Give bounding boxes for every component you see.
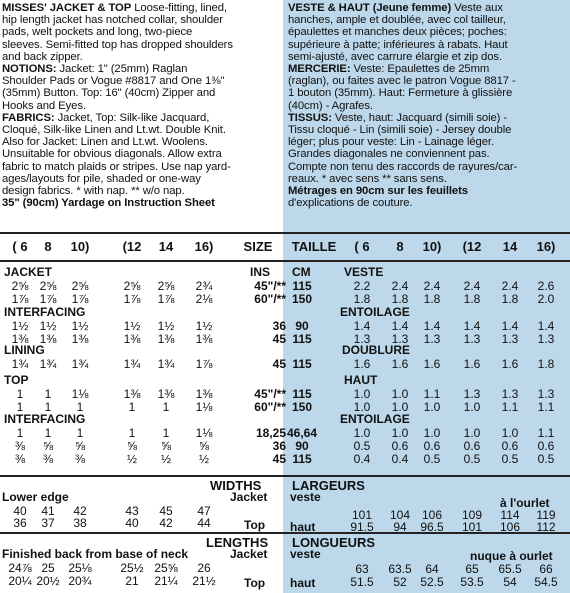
yardage-value: 1⅜ bbox=[39, 332, 57, 346]
width-value: 104 bbox=[389, 508, 411, 522]
yardage-value: 1¾ bbox=[39, 357, 57, 371]
length-value: 66 bbox=[539, 562, 553, 576]
metrage-value: 0.6 bbox=[463, 439, 481, 453]
metrage-value: 1.6 bbox=[391, 357, 409, 371]
metrage-value: 1.0 bbox=[353, 400, 371, 414]
longueurs-title: LONGUEURS bbox=[292, 535, 376, 550]
desc-line: Tissu cloqué - Lin (simili soie) - Jersey double bbox=[288, 124, 512, 137]
yardage-value: 1⅛ bbox=[71, 387, 89, 401]
metrage-value: 1.1 bbox=[537, 400, 555, 414]
metrage-value: 1.1 bbox=[423, 387, 441, 401]
yardage-value: 1¾ bbox=[71, 357, 89, 371]
jacket-label: Jacket bbox=[230, 490, 268, 504]
width-value: 37 bbox=[41, 516, 55, 530]
metrage-value: 2.4 bbox=[501, 279, 519, 293]
length-value: 25½ bbox=[120, 561, 144, 575]
metrage-value: 1.3 bbox=[463, 332, 481, 346]
desc-line: Hooks and Eyes. bbox=[2, 99, 86, 112]
yardage-value: 1 bbox=[44, 400, 52, 414]
desc-line: reaux. * avec sens ** sans sens. bbox=[288, 172, 447, 185]
desc-line: Jacket, Top: Silk-like Jacquard, bbox=[57, 111, 210, 124]
width-value: 40 bbox=[125, 516, 139, 530]
width-value: 109 bbox=[461, 508, 483, 522]
width-value: 47 bbox=[197, 504, 211, 518]
title-heading: MISSES' JACKET & TOP bbox=[2, 2, 132, 14]
desc-line: semi-ajusté, avec carrure élargie et zip dos. bbox=[288, 50, 503, 63]
metrage-value: 0.5 bbox=[501, 452, 519, 466]
width-value: 94 bbox=[393, 520, 407, 534]
width-cm: 115 bbox=[292, 279, 312, 293]
desc-line: Veste aux bbox=[454, 2, 503, 14]
yardage-value: 1⅜ bbox=[157, 332, 175, 346]
length-value: 51.5 bbox=[350, 575, 374, 589]
metrage-value: 1.4 bbox=[391, 319, 409, 333]
metrage-value: 1.3 bbox=[423, 332, 441, 346]
length-value: 65 bbox=[465, 562, 479, 576]
width-value: 44 bbox=[197, 516, 211, 530]
size-label: SIZE bbox=[243, 239, 273, 254]
metrage-value: 0.5 bbox=[423, 452, 441, 466]
metrage-value: 0.5 bbox=[353, 439, 371, 453]
yardage-value: 1½ bbox=[11, 319, 29, 333]
yardage-value: 1¾ bbox=[123, 357, 141, 371]
taille-label: TAILLE bbox=[291, 239, 337, 254]
metrage-value: 0.4 bbox=[391, 452, 409, 466]
desc-line: 1 bouton (35mm). Haut: Fermeture à glissière bbox=[288, 87, 513, 100]
widths-rule bbox=[0, 475, 570, 477]
width-value: 42 bbox=[73, 504, 87, 518]
yardage-value: 1⅜ bbox=[123, 332, 141, 346]
length-value: 54 bbox=[503, 575, 517, 589]
desc-line: supérieure à patte; inférieures à rabats. Haut bbox=[288, 38, 508, 51]
yardage-value: 1 bbox=[44, 387, 52, 401]
yardage-value: 1 bbox=[162, 400, 170, 414]
lining-label: LINING bbox=[4, 343, 45, 357]
metrage-value: 1.4 bbox=[463, 319, 481, 333]
desc-line: épaulettes et manches deux pièces; poches: bbox=[288, 26, 507, 39]
metrage-value: 1.4 bbox=[423, 319, 441, 333]
veste-heading: VESTE & HAUT (Jeune femme) bbox=[288, 2, 452, 14]
size-column-header: (12 bbox=[122, 239, 142, 254]
desc-line: and back zipper. bbox=[2, 50, 83, 63]
metrage-value: 2.0 bbox=[537, 292, 555, 306]
width-value: 38 bbox=[73, 516, 87, 530]
width-value: 43 bbox=[125, 504, 139, 518]
yardage-value: 1 bbox=[44, 426, 52, 440]
yardage-value: ⅝ bbox=[42, 439, 53, 453]
width-ins: 45 bbox=[272, 357, 286, 371]
yardage-value: 1½ bbox=[123, 319, 141, 333]
haut-label: HAUT bbox=[344, 373, 378, 387]
width-ins: 45"/** bbox=[254, 387, 286, 401]
desc-line: Loose-fitting, lined, bbox=[134, 2, 227, 14]
jacket-label: Jacket bbox=[230, 547, 268, 561]
size-column-header: 10) bbox=[70, 239, 90, 254]
mercerie-heading: MERCERIE: bbox=[288, 63, 351, 76]
french-description bbox=[288, 2, 568, 209]
ins-label: INS bbox=[250, 265, 271, 279]
yardage-value: 2⅝ bbox=[11, 279, 29, 293]
width-value: 41 bbox=[41, 504, 55, 518]
lengths-title: LENGTHS bbox=[206, 535, 269, 550]
yardage-value: 1⅞ bbox=[157, 292, 175, 306]
size-header-rule-bottom bbox=[0, 260, 570, 262]
desc-line: design fabrics. * with nap. ** w/o nap. bbox=[2, 185, 185, 198]
desc-line: hanches, ample et doublée, avec col tailleur, bbox=[288, 14, 506, 27]
yardage-value: 1⅜ bbox=[195, 387, 213, 401]
metrage-value: 2.2 bbox=[353, 279, 371, 293]
width-cm: 115 bbox=[292, 332, 312, 346]
metrage-value: 0.6 bbox=[423, 439, 441, 453]
metrage-value: 0.6 bbox=[391, 439, 409, 453]
length-value: 65.5 bbox=[498, 562, 522, 576]
metrage-value: 1.0 bbox=[463, 426, 481, 440]
lower-edge-label: Lower edge bbox=[2, 490, 69, 504]
taille-column-header: 10) bbox=[422, 239, 442, 254]
jacket-label: JACKET bbox=[4, 265, 53, 279]
yardage-value: 2⅝ bbox=[39, 279, 57, 293]
width-ins: 18,25 bbox=[255, 426, 286, 440]
metrage-value: 1.8 bbox=[463, 292, 481, 306]
yardage-value: 2⅛ bbox=[195, 292, 213, 306]
metrage-value: 0.6 bbox=[537, 439, 555, 453]
desc-line: fabric to match plaids or stripes. Use nap yard- bbox=[2, 160, 231, 173]
taille-column-header: ( 6 bbox=[354, 239, 370, 254]
taille-column-header: 14 bbox=[502, 239, 518, 254]
width-value: 112 bbox=[536, 520, 556, 534]
desc-line: léger; plus pour veste: Lin - Lainage léger. bbox=[288, 136, 494, 149]
width-cm: 115 bbox=[292, 387, 312, 401]
widths-title: WIDTHS bbox=[210, 478, 262, 493]
metrage-value: 1.0 bbox=[391, 400, 409, 414]
metrage-value: 1.4 bbox=[501, 319, 519, 333]
length-value: 63 bbox=[355, 562, 369, 576]
yardage-value: 2⅝ bbox=[123, 279, 141, 293]
width-cm: 90 bbox=[295, 319, 309, 333]
yardage-value: ⅝ bbox=[74, 439, 85, 453]
cm-label: CM bbox=[292, 265, 311, 279]
metrage-value: 1.0 bbox=[423, 426, 441, 440]
metrage-value: 1.0 bbox=[463, 400, 481, 414]
length-value: 53.5 bbox=[460, 575, 484, 589]
largeurs-title: LARGEURS bbox=[292, 478, 365, 493]
yardage-value: 1⅜ bbox=[157, 387, 175, 401]
yardage-value: 1¾ bbox=[11, 357, 29, 371]
length-value: 26 bbox=[197, 561, 211, 575]
veste-label: veste bbox=[290, 547, 321, 561]
metrage-value: 1.0 bbox=[391, 426, 409, 440]
yardage-value: 1½ bbox=[157, 319, 175, 333]
yardage-value: 2⅝ bbox=[157, 279, 175, 293]
metrage-value: 1.6 bbox=[423, 357, 441, 371]
metrage-value: 1.3 bbox=[537, 387, 555, 401]
taille-column-header: 16) bbox=[536, 239, 556, 254]
desc-line: (35mm) Button. Top: 16" (40cm) Zipper and bbox=[2, 87, 216, 100]
interfacing-label: INTERFACING bbox=[4, 305, 86, 319]
fabrics-heading: FABRICS: bbox=[2, 111, 55, 124]
desc-line: ages/layouts for pile, shaded or one-way bbox=[2, 172, 201, 185]
width-value: 96.5 bbox=[420, 520, 444, 534]
yardage-value: 1⅛ bbox=[195, 400, 213, 414]
desc-line: (raglan), ou faites avec le patron Vogue 8817 - bbox=[288, 75, 516, 88]
width-ins: 45"/** bbox=[254, 279, 286, 293]
metrage-value: 1.3 bbox=[391, 332, 409, 346]
size-column-header: 8 bbox=[44, 239, 52, 254]
veste-label: VESTE bbox=[344, 265, 384, 279]
length-value: 52 bbox=[393, 575, 407, 589]
metrage-value: 0.6 bbox=[501, 439, 519, 453]
desc-line: d'explications de couture. bbox=[288, 197, 413, 210]
length-value: 54.5 bbox=[534, 575, 558, 589]
yardage-value: 1⅜ bbox=[11, 332, 29, 346]
metrage-value: 0.4 bbox=[353, 452, 371, 466]
desc-line: Cloqué, Silk-like Linen and Lt.wt. Double Knit. bbox=[2, 124, 226, 137]
yardage-value: 1⅞ bbox=[195, 357, 213, 371]
width-ins: 36 bbox=[272, 319, 286, 333]
size-column-header: ( 6 bbox=[12, 239, 28, 254]
metrage-value: 1.3 bbox=[463, 387, 481, 401]
yardage-value: 1⅞ bbox=[123, 292, 141, 306]
lengths-rule bbox=[0, 532, 570, 534]
yardage-value: 1 bbox=[128, 400, 136, 414]
width-ins: 45 bbox=[272, 332, 286, 346]
doublure-label: DOUBLURE bbox=[342, 343, 410, 357]
yardage-value: 1½ bbox=[195, 319, 213, 333]
yardage-value: ⅜ bbox=[14, 452, 25, 466]
width-cm: 115 bbox=[292, 357, 312, 371]
width-value: 101 bbox=[461, 520, 483, 534]
desc-line: Veste: Epaulettes de 25mm bbox=[353, 63, 490, 76]
metrage-value: 1.0 bbox=[391, 387, 409, 401]
haut-label: haut bbox=[290, 520, 316, 534]
a-lourlet-label: à l'ourlet bbox=[500, 496, 550, 510]
size-column-header: 14 bbox=[158, 239, 174, 254]
width-cm: 90 bbox=[295, 439, 309, 453]
yardage-value: 1 bbox=[76, 426, 84, 440]
width-value: 106 bbox=[421, 508, 443, 522]
width-ins: 60"/** bbox=[254, 292, 286, 306]
metrage-value: 1.4 bbox=[353, 319, 371, 333]
metrage-value: 2.4 bbox=[391, 279, 409, 293]
yardage-note: 35" (90cm) Yardage on Instruction Sheet bbox=[2, 197, 215, 210]
metrage-value: 1.0 bbox=[423, 400, 441, 414]
metrage-value: 1.0 bbox=[353, 426, 371, 440]
yardage-value: 1 bbox=[76, 400, 84, 414]
desc-line: Jacket: 1" (25mm) Raglan bbox=[59, 63, 188, 76]
metrage-value: 1.8 bbox=[353, 292, 371, 306]
yardage-value: 1 bbox=[128, 426, 136, 440]
yardage-value: 1⅛ bbox=[195, 426, 213, 440]
width-value: 114 bbox=[500, 508, 520, 522]
desc-line: Veste, haut: Jacquard (simili soie) - bbox=[334, 111, 508, 124]
metrage-value: 1.1 bbox=[501, 400, 519, 414]
desc-line: Shoulder Pads or Vogue #8817 and One 1⅜" bbox=[2, 75, 225, 88]
length-value: 21¼ bbox=[154, 574, 178, 588]
width-value: 106 bbox=[499, 520, 521, 534]
metrage-value: 1.1 bbox=[537, 426, 555, 440]
yardage-value: ½ bbox=[198, 452, 209, 466]
width-value: 42 bbox=[159, 516, 173, 530]
metrage-value: 2.4 bbox=[463, 279, 481, 293]
metrage-value: 1.8 bbox=[501, 292, 519, 306]
yardage-value: 1½ bbox=[39, 319, 57, 333]
metrage-value: 0.5 bbox=[537, 452, 555, 466]
width-cm: 115 bbox=[292, 452, 312, 466]
length-value: 52.5 bbox=[420, 575, 444, 589]
metrage-value: 2.6 bbox=[537, 279, 555, 293]
top-label: TOP bbox=[4, 373, 29, 387]
interfacing-label: INTERFACING bbox=[4, 412, 86, 426]
yardage-value: ½ bbox=[160, 452, 171, 466]
width-value: 119 bbox=[536, 508, 556, 522]
finished-label: Finished back from base of neck bbox=[2, 547, 189, 561]
entoilage-label: ENTOILAGE bbox=[340, 305, 410, 319]
metrage-note: Métrages en 90cm sur les feuillets bbox=[288, 185, 468, 198]
size-header-rule bbox=[0, 232, 570, 234]
width-ins: 60"/** bbox=[254, 400, 286, 414]
yardage-value: 1 bbox=[162, 426, 170, 440]
haut-label: haut bbox=[290, 576, 316, 590]
yardage-value: 1¾ bbox=[157, 357, 175, 371]
length-value: 24⅞ bbox=[8, 561, 32, 575]
length-value: 20¼ bbox=[8, 574, 32, 588]
top-label: Top bbox=[244, 518, 266, 532]
veste-label: veste bbox=[290, 490, 321, 504]
desc-line: Compte non tenu des raccords de rayures/car- bbox=[288, 160, 518, 173]
metrage-value: 0.5 bbox=[463, 452, 481, 466]
desc-line: sleeves. Semi-fitted top has dropped shoulders bbox=[2, 38, 233, 51]
yardage-value: 2⅝ bbox=[71, 279, 89, 293]
metrage-value: 1.6 bbox=[353, 357, 371, 371]
width-ins: 36 bbox=[272, 439, 286, 453]
metrage-value: 1.3 bbox=[501, 332, 519, 346]
yardage-value: 1½ bbox=[71, 319, 89, 333]
width-cm: 150 bbox=[291, 292, 313, 306]
desc-line: Grandes diagonales ne conviennent pas. bbox=[288, 148, 490, 161]
yardage-value: 1⅞ bbox=[11, 292, 29, 306]
metrage-value: 1.3 bbox=[501, 387, 519, 401]
width-cm: 46,64 bbox=[286, 426, 318, 440]
yardage-value: ⅜ bbox=[14, 439, 25, 453]
width-value: 101 bbox=[351, 508, 373, 522]
yardage-value: 1 bbox=[16, 426, 24, 440]
metrage-value: 1.6 bbox=[463, 357, 481, 371]
yardage-value: 1⅜ bbox=[71, 332, 89, 346]
metrage-value: 1.8 bbox=[391, 292, 409, 306]
size-column-header: 16) bbox=[194, 239, 214, 254]
desc-line: pads, welt pockets and long, two-piece bbox=[2, 26, 193, 39]
length-value: 20¾ bbox=[68, 574, 92, 588]
yardage-value: 2¾ bbox=[195, 279, 213, 293]
yardage-value: 1⅜ bbox=[123, 387, 141, 401]
desc-line: (40cm) - Agrafes. bbox=[288, 99, 373, 112]
length-value: 20½ bbox=[36, 574, 60, 588]
metrage-value: 1.6 bbox=[501, 357, 519, 371]
notions-heading: NOTIONS: bbox=[2, 63, 57, 76]
width-ins: 45 bbox=[272, 452, 286, 466]
width-value: 91.5 bbox=[350, 520, 374, 534]
length-value: 25⅛ bbox=[68, 561, 92, 575]
width-value: 36 bbox=[13, 516, 27, 530]
desc-line: Unsuitable for obvious diagonals. Allow extra bbox=[2, 148, 222, 161]
yardage-value: 1 bbox=[16, 400, 24, 414]
yardage-value: ⅝ bbox=[160, 439, 171, 453]
desc-line: Also for Jacket: Linen and Lt.wt. Woolens. bbox=[2, 136, 208, 149]
length-value: 25 bbox=[41, 561, 55, 575]
english-description bbox=[2, 2, 282, 209]
metrage-value: 1.8 bbox=[537, 357, 555, 371]
metrage-value: 1.0 bbox=[501, 426, 519, 440]
nuque-label: nuque à ourlet bbox=[470, 549, 553, 563]
yardage-value: 1⅜ bbox=[195, 332, 213, 346]
length-value: 63.5 bbox=[388, 562, 412, 576]
metrage-value: 2.4 bbox=[423, 279, 441, 293]
metrage-value: 1.3 bbox=[537, 332, 555, 346]
length-value: 21 bbox=[125, 574, 139, 588]
yardage-value: 1⅞ bbox=[39, 292, 57, 306]
length-value: 64 bbox=[425, 562, 439, 576]
width-cm: 150 bbox=[291, 400, 313, 414]
yardage-value: ½ bbox=[126, 452, 137, 466]
yardage-value: 1⅞ bbox=[71, 292, 89, 306]
top-label: Top bbox=[244, 576, 266, 590]
yardage-value: ⅜ bbox=[42, 452, 53, 466]
width-value: 45 bbox=[159, 504, 173, 518]
metrage-value: 1.3 bbox=[353, 332, 371, 346]
yardage-value: ⅝ bbox=[126, 439, 137, 453]
length-value: 21½ bbox=[192, 574, 216, 588]
tissus-heading: TISSUS: bbox=[288, 111, 332, 124]
metrage-value: 1.4 bbox=[537, 319, 555, 333]
length-value: 25⅝ bbox=[154, 561, 178, 575]
entoilage-label: ENTOILAGE bbox=[340, 412, 410, 426]
yardage-value: 1 bbox=[16, 387, 24, 401]
metrage-value: 1.8 bbox=[423, 292, 441, 306]
yardage-value: ⅜ bbox=[74, 452, 85, 466]
taille-column-header: 8 bbox=[396, 239, 404, 254]
metrage-value: 1.0 bbox=[353, 387, 371, 401]
taille-column-header: (12 bbox=[462, 239, 482, 254]
desc-line: hip length jacket has notched collar, shoulder bbox=[2, 14, 223, 27]
yardage-value: ⅝ bbox=[198, 439, 209, 453]
width-value: 40 bbox=[13, 504, 27, 518]
